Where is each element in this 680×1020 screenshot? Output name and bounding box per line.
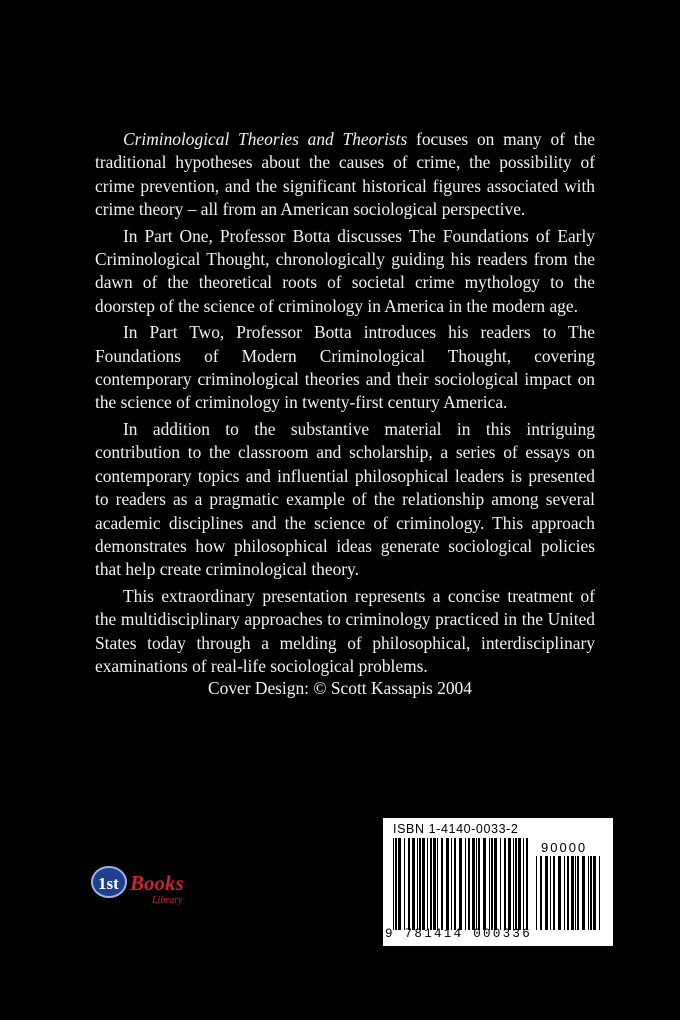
barcode-bar [553, 856, 555, 930]
barcode-bar [588, 856, 589, 930]
barcode-bar [395, 838, 397, 930]
barcode-bar [422, 838, 425, 930]
barcode-bar [451, 838, 452, 930]
barcode-bar [590, 856, 592, 930]
barcode-bar [500, 838, 501, 930]
price-code: 90000 [541, 840, 588, 855]
blurb-paragraph-5: This extraordinary presentation represents a concise treatment of the multidisciplinary approaches to criminology practiced in the United States today through a melding of philosophical, interdisciplinary examinations of real-life sociological problems. [95, 585, 595, 676]
logo-library-text: Library [152, 895, 183, 906]
barcode-bar [593, 856, 596, 930]
barcode-bar [398, 838, 401, 930]
barcode-bar [483, 838, 486, 930]
barcode-bar [472, 838, 475, 930]
barcode-bar [433, 838, 436, 930]
barcode-bar [504, 838, 506, 930]
barcode-bar [478, 838, 480, 930]
barcode-bar [577, 856, 579, 930]
barcode-bar [446, 838, 449, 930]
ean-barcode-bars [393, 838, 531, 930]
barcode-bar [408, 838, 410, 930]
barcode-bar [513, 838, 514, 930]
barcode-bar [550, 856, 551, 930]
barcode-bar [419, 838, 421, 930]
addon-barcode-bars [536, 856, 602, 930]
isbn-label: ISBN 1-4140-0033-2 [393, 822, 519, 836]
barcode-bar [437, 838, 438, 930]
cover-design-credit: Cover Design: © Scott Kassapis 2004 [208, 678, 472, 698]
barcode-bar [441, 838, 443, 930]
barcode-bar [393, 838, 394, 930]
barcode-bar [494, 838, 497, 930]
blurb-paragraph-3: In Part Two, Professor Botta introduces his readers to The Foundations of Modern Criminological Thought, covering contemporary criminological theories and their sociological impact on the science of criminology in twenty-first century America. [95, 322, 595, 413]
barcode-bar [454, 838, 456, 930]
blurb-paragraph-2: In Part One, Professor Botta discusses The Foundations of Early Criminological Thought, chronologically guiding his readers from the dawn of the theoretical roots of societal crime mythology to the doorstep of the science of criminology in America in the modern age. [95, 225, 595, 316]
barcode-bar [427, 838, 428, 930]
barcode-bar [540, 856, 542, 930]
barcode-bar [575, 856, 576, 930]
barcode-bar [508, 838, 511, 930]
publisher-logo [90, 862, 210, 912]
barcode-bar [567, 856, 569, 930]
barcode-bar [599, 856, 600, 930]
barcode-bar [523, 838, 524, 930]
barcode-bar [417, 838, 418, 930]
barcode-bar [459, 838, 462, 930]
barcode-bar [468, 838, 470, 930]
ean-digits: 9 781414 000336 [385, 927, 533, 941]
barcode-bar [582, 856, 585, 930]
barcode-bar [412, 838, 415, 930]
barcode-bar [558, 856, 561, 930]
book-title-italic: Criminological Theories and Theorists [123, 129, 408, 149]
logo-1st-text: 1st [98, 874, 119, 893]
barcode-bar [404, 838, 405, 930]
barcode-bar [489, 838, 490, 930]
barcode-bar [430, 838, 432, 930]
blurb-paragraph-1 [95, 128, 595, 222]
barcode-bar [476, 838, 477, 930]
barcode-bar [465, 838, 466, 930]
barcode-bar [571, 856, 574, 930]
blurb-paragraph-4: In addition to the substantive material in this intriguing contribution to the classroom and scholarship, a series of essays on contemporary topics and influential philosophical leaders is presented to readers as a pragmatic example of the relationship among several academic disciplines and the science of criminology. This approach demonstrates how philosophical ideas generate sociological policies that help create criminological theory. [95, 418, 595, 580]
barcode-bar [491, 838, 493, 930]
back-cover-blurb [95, 128, 595, 681]
barcode-bar [536, 856, 537, 930]
logo-books-text: Books [130, 871, 184, 895]
isbn-barcode [383, 818, 613, 946]
barcode-bar [545, 856, 548, 930]
barcode-bar [518, 838, 521, 930]
barcode-bar [564, 856, 565, 930]
blurb-paragraph-1-rest: focuses on many of the traditional hypotheses about the causes of crime, the possibility of crime prevention, and the significant historical figures associated with crime theory – all from an American sociological perspective. [95, 129, 596, 220]
barcode-bar [515, 838, 517, 930]
barcode-bar [526, 838, 528, 930]
